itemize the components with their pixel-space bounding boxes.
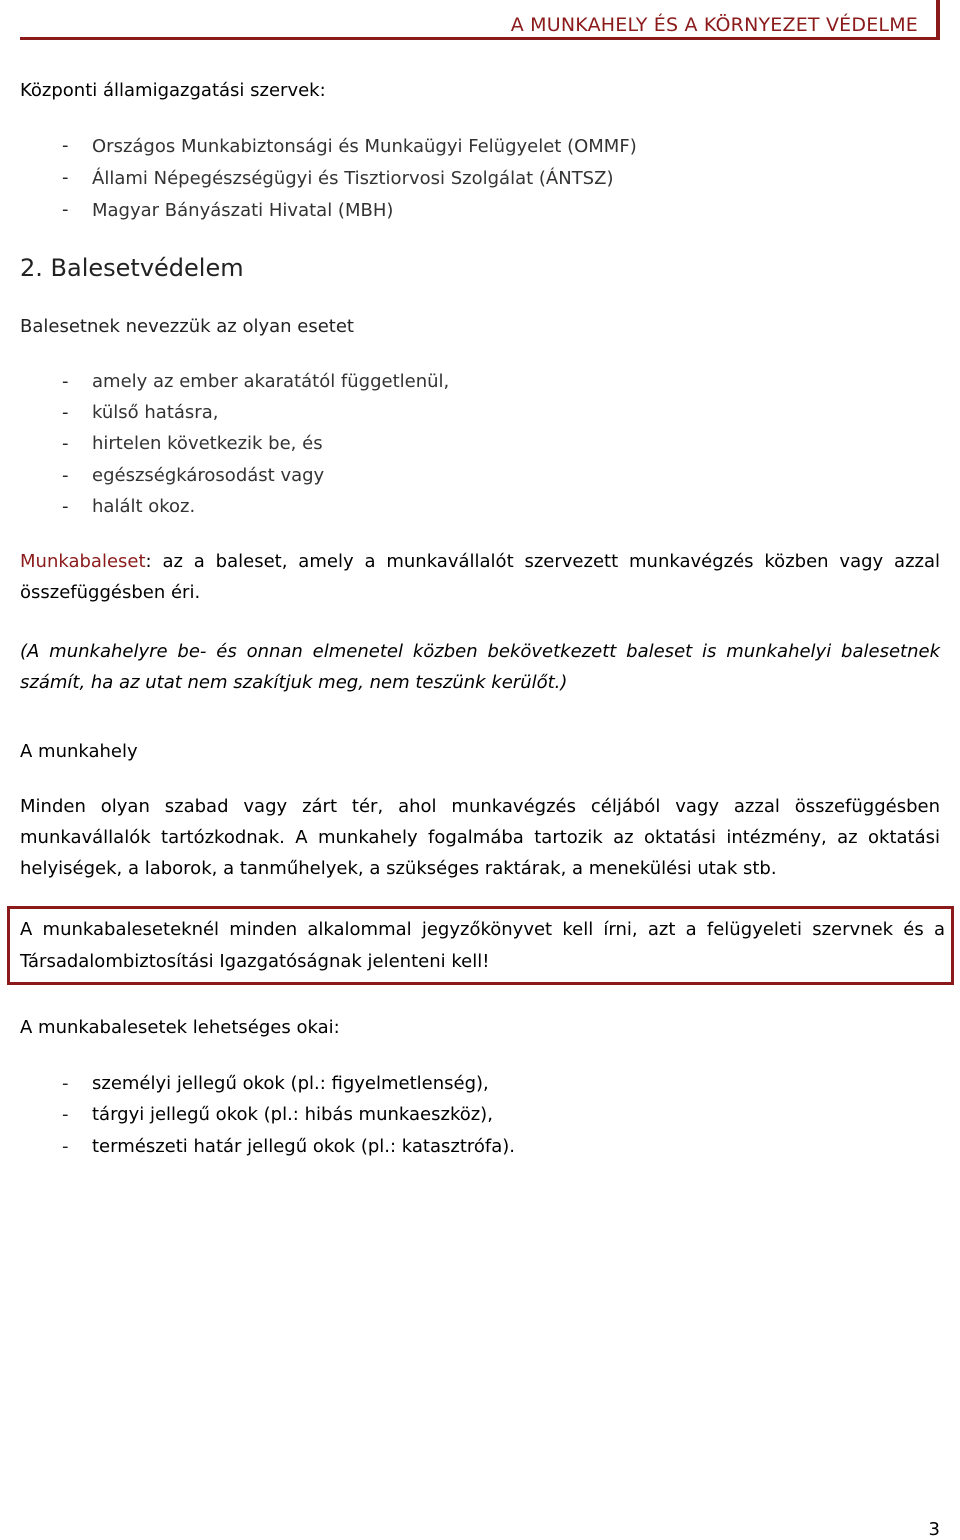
list-item: tárgyi jellegű okok (pl.: hibás munkaeszköz),: [92, 1104, 493, 1125]
list-item: Országos Munkabiztonsági és Munkaügyi Felügyelet (OMMF): [92, 136, 637, 157]
section-title: 2. Balesetvédelem: [20, 254, 244, 282]
munkabaleset-paragraph: [20, 546, 940, 608]
munkahely-paragraph: Minden olyan szabad vagy zárt tér, ahol munkavégzés céljából vagy azzal összefüggésben munkavállalók tartózkodnak. A munkahely fogalmába tartozik az oktatási intézmény, az oktatási helyiségek, a laborok, a tanműhelyek, a szükséges raktárak, a menekülési utak stb.: [20, 796, 940, 879]
list-dash: -: [62, 199, 69, 220]
list-dash: -: [62, 1073, 69, 1094]
list-item: személyi jellegű okok (pl.: figyelmetlenség),: [92, 1073, 489, 1094]
list-dash: -: [62, 402, 69, 423]
munkahely-heading: A munkahely: [20, 741, 138, 762]
list-item: halált okoz.: [92, 496, 196, 517]
commute-note: (A munkahelyre be- és onnan elmenetel közben bekövetkezett baleset is munkahelyi balesetnek számít, ha az utat nem szakítjuk meg, nem teszünk kerülőt.): [20, 641, 940, 693]
list-dash: -: [62, 371, 69, 392]
list-dash: -: [62, 496, 69, 517]
central-heading: Központi államigazgatási szervek:: [20, 80, 326, 101]
warning-text: A munkabaleseteknél minden alkalommal jegyzőkönyvet kell írni, azt a felügyeleti szervnek és a Társadalombiztosítási Igazgatóságnak jelenteni kell!: [20, 919, 945, 972]
list-item: Állami Népegészségügyi és Tisztiorvosi Szolgálat (ÁNTSZ): [92, 168, 614, 189]
list-dash: -: [62, 465, 69, 486]
list-dash: -: [62, 433, 69, 454]
list-item: Magyar Bányászati Hivatal (MBH): [92, 200, 394, 221]
header-title: A MUNKAHELY ÉS A KÖRNYEZET VÉDELME: [510, 14, 918, 36]
list-dash: -: [62, 167, 69, 188]
list-item: külső hatásra,: [92, 402, 219, 423]
list-dash: -: [62, 1104, 69, 1125]
list-item: hirtelen következik be, és: [92, 433, 323, 454]
list-item: természeti határ jellegű okok (pl.: katasztrófa).: [92, 1136, 516, 1157]
munkabaleset-definition: : az a baleset, amely a munkavállalót szervezett munkavégzés közben vagy azzal összefüggésben éri.: [20, 551, 940, 603]
list-item: egészségkárosodást vagy: [92, 465, 325, 486]
section-intro: Balesetnek nevezzük az olyan esetet: [20, 316, 354, 337]
list-item: amely az ember akaratától függetlenül,: [92, 371, 450, 392]
page-header: [20, 0, 940, 40]
list-dash: -: [62, 1136, 69, 1157]
causes-heading: A munkabalesetek lehetséges okai:: [20, 1017, 340, 1038]
list-dash: -: [62, 135, 69, 156]
munkabaleset-term: Munkabaleset: [20, 551, 146, 572]
page-number: 3: [928, 1519, 940, 1540]
